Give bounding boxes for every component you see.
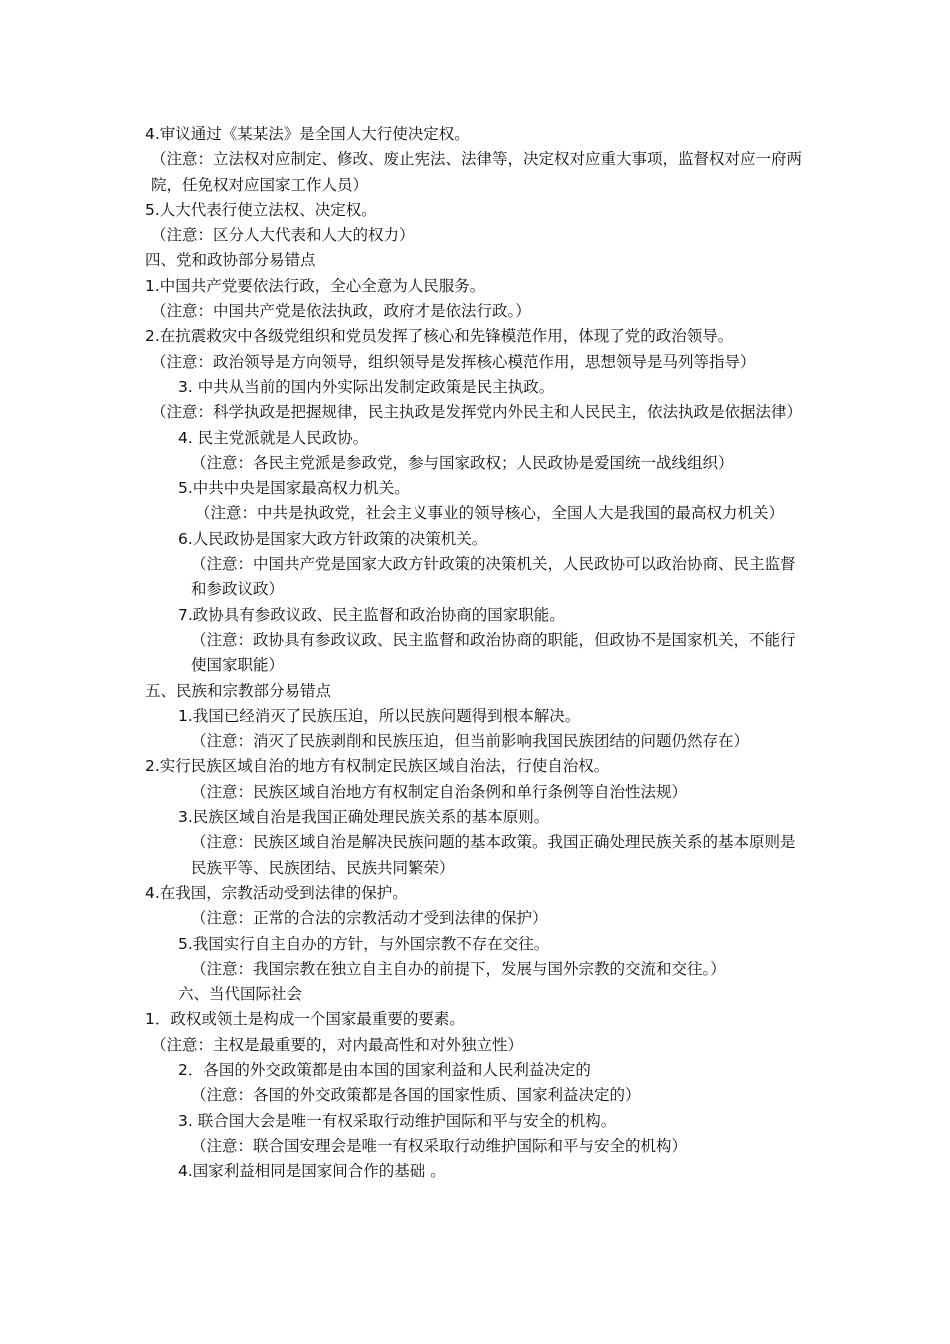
document-line: 2．各国的外交政策都是由本国的国家利益和人民利益决定的: [178, 1060, 591, 1079]
document-line: 2.实行民族区域自治的地方有权制定民族区域自治法，行使自治权。: [145, 757, 610, 776]
document-line: 7.政协具有参政议政、民主监督和政治协商的国家职能。: [178, 605, 565, 624]
document-line: （注意：科学执政是把握规律，民主执政是发挥党内外民主和人民民主，依法执政是依据法律）: [151, 403, 803, 422]
document-line: 5.我国实行自主自办的方针，与外国宗教不存在交往。: [178, 934, 550, 953]
document-line: （注意：区分人大代表和人大的权力）: [151, 226, 415, 245]
document-line: 5.中共中央是国家最高权力机关。: [178, 479, 410, 498]
document-line: （注意：联合国安理会是唯一有权采取行动维护国际和平与安全的机构）: [191, 1136, 688, 1155]
document-line: （注意：民族区域自治是解决民族问题的基本政策。我国正确处理民族关系的基本原则是民族平等、民族团结、民族共同繁荣）: [191, 833, 796, 877]
document-line: 1．政权或领土是构成一个国家最重要的要素。: [145, 1010, 465, 1029]
document-line: （注意：政治领导是方向领导，组织领导是发挥核心模范作用，思想领导是马列等指导）: [151, 352, 756, 371]
document-line: 3. 联合国大会是唯一有权采取行动维护国际和平与安全的机构。: [178, 1111, 617, 1130]
document-line: 1.我国已经消灭了民族压迫，所以民族问题得到根本解决。: [178, 706, 581, 725]
document-line: （注意：中国共产党是国家大政方针政策的决策机关，人民政协可以政治协商、民主监督和参政议政）: [191, 555, 796, 599]
document-line: 4. 民主党派就是人民政协。: [178, 428, 369, 447]
document-line: （注意：立法权对应制定、修改、废止宪法、法律等，决定权对应重大事项，监督权对应一府两院，任免权对应国家工作人员）: [151, 150, 803, 194]
document-line: 1.中国共产党要依法行政，全心全意为人民服务。: [145, 276, 486, 295]
document-line: 3. 中共从当前的国内外实际出发制定政策是民主执政。: [178, 377, 555, 396]
document-line: （注意：主权是最重要的，对内最高性和对外独立性）: [151, 1035, 524, 1054]
document-line: （注意：中共是执政党，社会主义事业的领导核心，全国人大是我国的最高权力机关）: [195, 504, 785, 523]
document-line: 4.审议通过《某某法》是全国人大行使决定权。: [145, 125, 470, 143]
document-line: （注意：我国宗教在独立自主自办的前提下，发展与国外宗教的交流和交往。）: [191, 959, 726, 978]
document-line: （注意：正常的合法的宗教活动才受到法律的保护）: [191, 909, 548, 928]
document-line: （注意：中国共产党是依法执政，政府才是依法行政。）: [151, 302, 531, 321]
document-body: [145, 122, 810, 1184]
document-line: 6.人民政协是国家大政方针政策的决策机关。: [178, 529, 488, 548]
document-line: （注意：民族区域自治地方有权制定自治条例和单行条例等自治性法规）: [191, 782, 688, 801]
document-line: （注意：各民主党派是参政党，参与国家政权；人民政协是爱国统一战线组织）: [191, 453, 734, 472]
document-line: （注意：各国的外交政策都是各国的国家性质、国家利益决定的）: [191, 1086, 641, 1105]
document-line: 3.民族区域自治是我国正确处理民族关系的基本原则。: [178, 808, 550, 827]
document-line: （注意：政协具有参政议政、民主监督和政治协商的职能，但政协不是国家机关，不能行使国家职能）: [191, 630, 796, 675]
document-line: 4.在我国，宗教活动受到法律的保护。: [145, 883, 408, 902]
document-line: 六、当代国际社会: [178, 985, 303, 1004]
document-line: 五、民族和宗教部分易错点: [145, 681, 332, 700]
document-line: 4.国家利益相同是国家间合作的基础 。: [178, 1162, 446, 1181]
document-line: 2.在抗震救灾中各级党组织和党员发挥了核心和先锋模范作用，体现了党的政治领导。: [145, 327, 734, 346]
document-line: （注意：消灭了民族剥削和民族压迫，但当前影响我国民族团结的问题仍然存在）: [191, 732, 750, 751]
document-line: 5.人大代表行使立法权、决定权。: [145, 200, 377, 219]
document-line: 四、党和政协部分易错点: [145, 251, 316, 270]
